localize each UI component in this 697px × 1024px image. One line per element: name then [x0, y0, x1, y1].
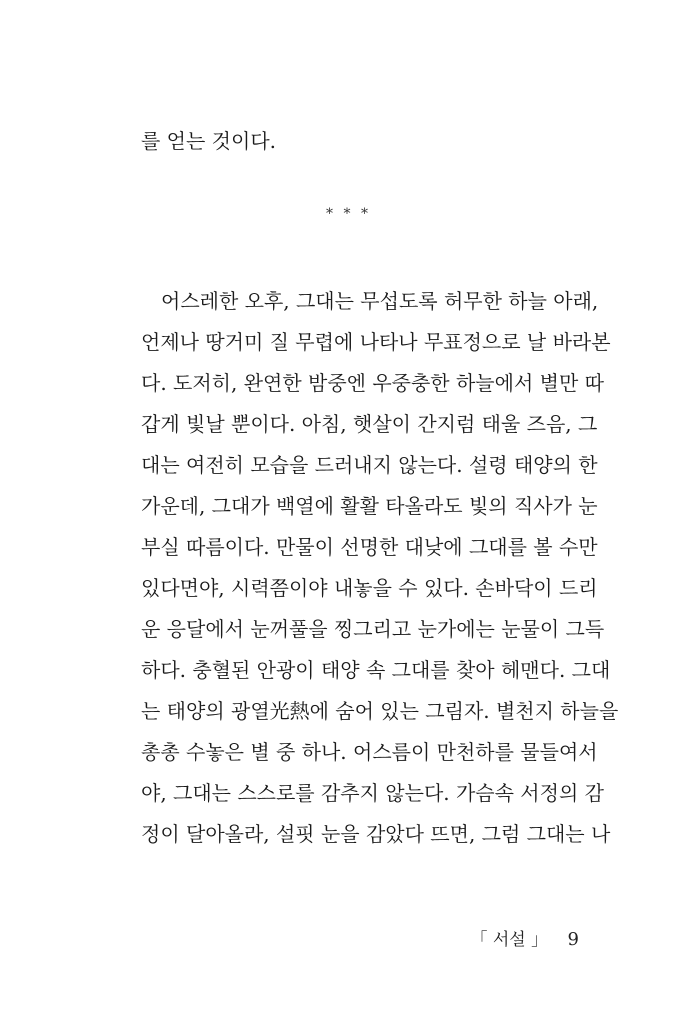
paragraph-line: 다. 도저히, 완연한 밤중엔 우중충한 하늘에서 별만 따: [141, 371, 604, 395]
page-footer: [470, 925, 579, 950]
paragraph-line: 가운데, 그대가 백열에 활활 타올라도 빛의 직사가 눈: [141, 494, 598, 518]
paragraph-line: 총총 수놓은 별 중 하나. 어스름이 만천하를 물들여서: [141, 740, 598, 764]
paragraph-line: 정이 달아올라, 설핏 눈을 감았다 뜨면, 그럼 그대는 나: [141, 822, 611, 846]
paragraph-line: 언제나 땅거미 질 무렵에 나타나 무표정으로 날 바라본: [141, 330, 611, 354]
page-number: 9: [567, 929, 579, 950]
paragraph-line: 어스레한 오후, 그대는 무섭도록 허무한 하늘 아래,: [161, 289, 599, 313]
running-section-title: 「 서설 」: [470, 930, 549, 950]
lead-text-line: 를 얻는 것이다.: [141, 129, 276, 153]
paragraph-line: 운 응달에서 눈꺼풀을 찡그리고 눈가에는 눈물이 그득: [141, 617, 605, 641]
paragraph-line: 는 태양의 광열光熱에 숨어 있는 그림자. 별천지 하늘을: [141, 699, 619, 723]
section-divider: * * *: [326, 206, 371, 222]
paragraph-line: 부실 따름이다. 만물이 선명한 대낮에 그대를 볼 수만: [141, 535, 598, 559]
paragraph-line: 갑게 빛날 뿐이다. 아침, 햇살이 간지럼 태울 즈음, 그: [141, 412, 598, 436]
paragraph-line: 하다. 충혈된 안광이 태양 속 그대를 찾아 헤맨다. 그대: [141, 658, 611, 682]
paragraph-line: 대는 여전히 모습을 드러내지 않는다. 설령 태양의 한: [141, 453, 598, 477]
paragraph-line: 야, 그대는 스스로를 감추지 않는다. 가슴속 서정의 감: [141, 781, 604, 805]
paragraph-line: 있다면야, 시력쯤이야 내놓을 수 있다. 손바닥이 드리: [141, 576, 598, 600]
